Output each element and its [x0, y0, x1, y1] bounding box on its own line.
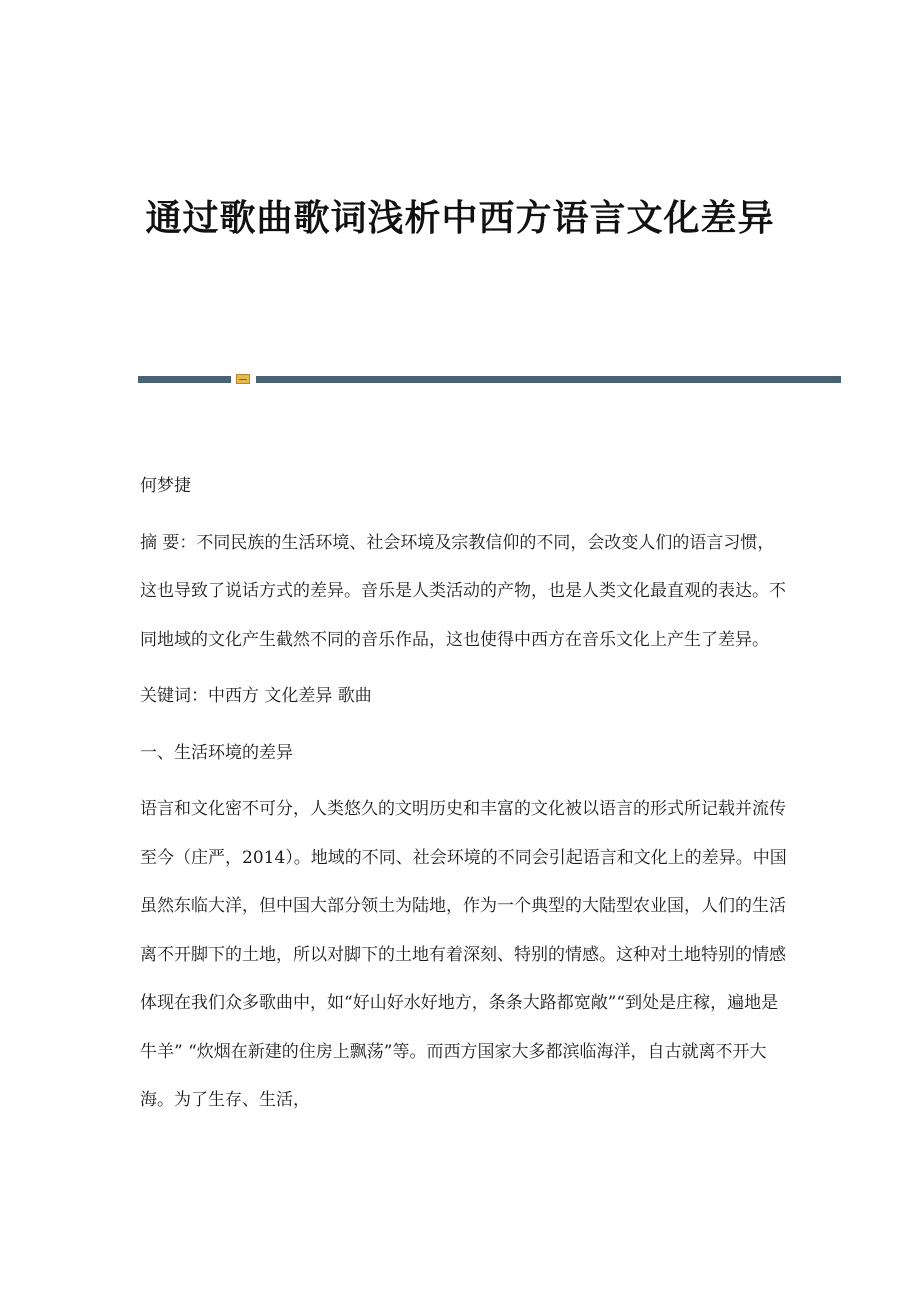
abstract-paragraph — [140, 519, 790, 665]
divider-bar-left — [138, 376, 231, 383]
author-name: 何梦捷 — [140, 476, 191, 496]
keywords-label: 关键词： — [140, 686, 208, 706]
section-body-paragraph: 语言和文化密不可分，人类悠久的文明历史和丰富的文化被以语言的形式所记载并流传至今（庄严，2014）。地域的不同、社会环境的不同会引起语言和文化上的差异。中国虽然东临大洋，但中国大部分领土为陆地，作为一个典型的大陆型农业国，人们的生活离不开脚下的土地，所以对脚下的土地有着深刻、特别的情感。这种对土地特别的情感体现在我们众多歌曲中，如“好山好水好地方，条条大路都宽敞”“到处是庄稼，遍地是牛羊” “炊烟在新建的住房上飘荡”等。而西方国家大多都滨临海洋，自古就离不开大海。为了生存、生活， — [140, 799, 787, 1110]
title-divider — [138, 374, 841, 384]
document-body — [140, 462, 790, 1125]
section-heading: 一、生活环境的差异 — [140, 742, 293, 763]
divider-bar-right — [256, 376, 841, 383]
keywords-line — [140, 672, 790, 721]
keywords-text: 中西方 文化差异 歌曲 — [208, 686, 372, 706]
document-title: 通过歌曲歌词浅析中西方语言文化差异 — [145, 197, 775, 239]
abstract-text: 不同民族的生活环境、社会环境及宗教信仰的不同，会改变人们的语言习惯，这也导致了说话方式的差异。音乐是人类活动的产物，也是人类文化最直观的表达。不同地域的文化产生截然不同的音乐作品，这也使得中西方在音乐文化上产生了差异。 — [140, 532, 786, 650]
divider-marker-icon — [236, 374, 250, 384]
abstract-label: 摘 要： — [140, 532, 197, 553]
